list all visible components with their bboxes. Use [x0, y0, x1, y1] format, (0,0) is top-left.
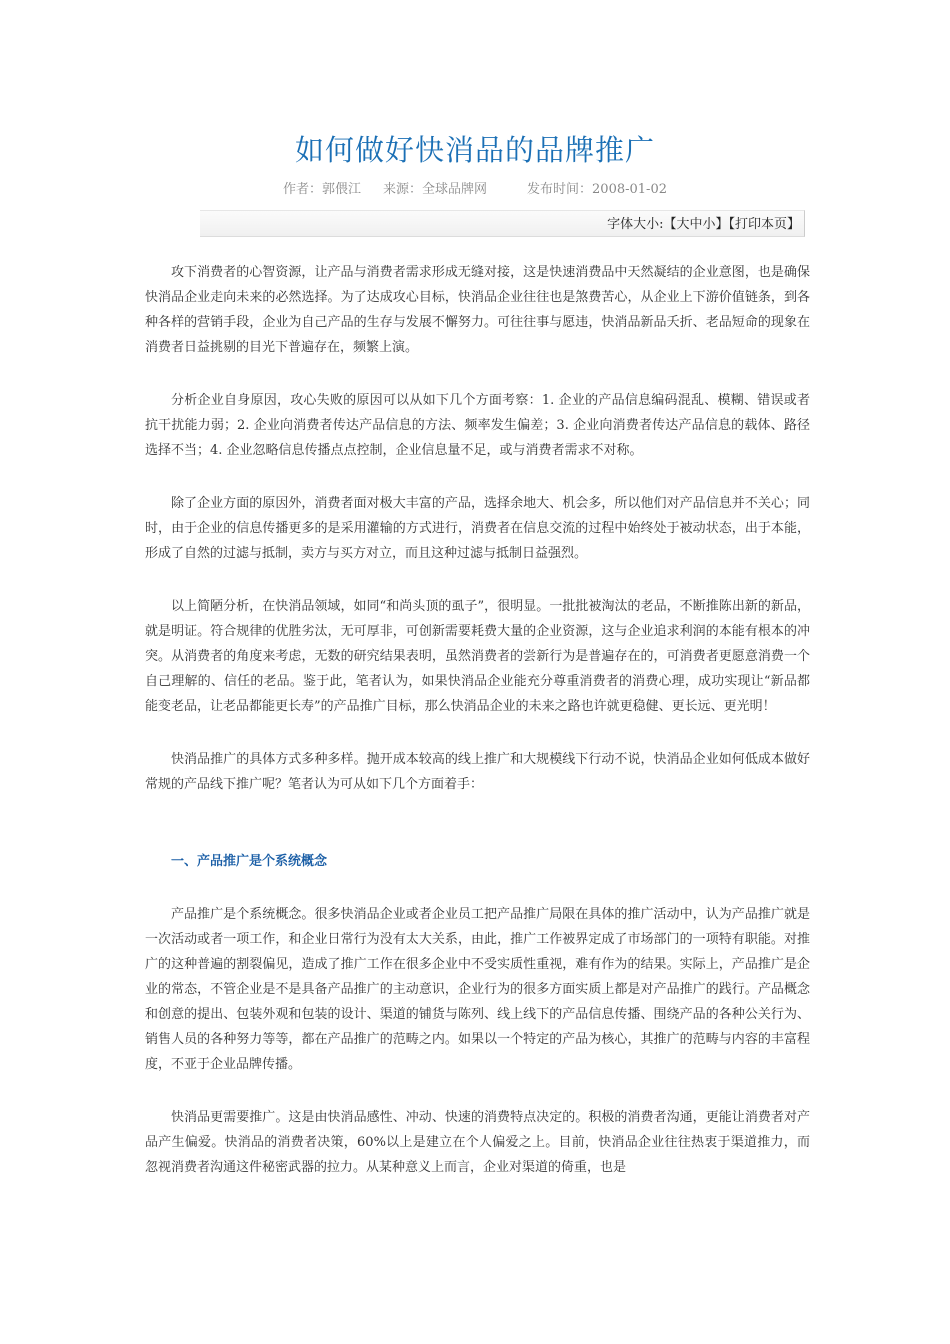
- article-date: 发布时间：2008-01-02: [527, 182, 667, 197]
- article-paragraph: 除了企业方面的原因外，消费者面对极大丰富的产品，选择余地大、机会多，所以他们对产品信息并不关心；同时，由于企业的信息传播更多的是采用灌输的方式进行，消费者在信息交流的过程中始终处于被动状态，出于本能，形成了自然的过滤与抵制，卖方与买方对立，而且这种过滤与抵制日益强烈。: [145, 496, 810, 561]
- article-paragraph: 攻下消费者的心智资源，让产品与消费者需求形成无缝对接，这是快速消费品中天然凝结的企业意图，也是确保快消品企业走向未来的必然选择。为了达成攻心目标，快消品企业往往也是煞费苦心，从企业上下游价值链条，到各种各样的营销手段，企业为自己产品的生存与发展不懈努力。可往往事与愿违，快消品新品夭折、老品短命的现象在消费者日益挑剔的目光下普遍存在，频繁上演。: [145, 265, 810, 355]
- print-page-link[interactable]: 【打印本页】: [728, 217, 800, 232]
- article-paragraph: 快消品推广的具体方式多种多样。抛开成本较高的线上推广和大规模线下行动不说，快消品企业如何低成本做好常规的产品线下推广呢？笔者认为可从如下几个方面着手：: [145, 752, 810, 792]
- article-paragraph: 以上简陋分析，在快消品领域，如同“和尚头顶的虱子”，很明显。一批批被淘汰的老品，不断推陈出新的新品，就是明证。符合规律的优胜劣汰，无可厚非，可创新需要耗费大量的企业资源，这与企业追求利润的本能有根本的冲突。从消费者的角度来考虑，无数的研究结果表明，虽然消费者的尝新行为是普遍存在的，可消费者更愿意消费一个自己理解的、信任的老品。鉴于此，笔者认为，如果快消品企业能充分尊重消费者的消费心理，成功实现让“新品都能变老品，让老品都能更长寿”的产品推广目标，那么快消品企业的未来之路也许就更稳健、更长远、更光明！: [145, 599, 810, 714]
- article-paragraph: 产品推广是个系统概念。很多快消品企业或者企业员工把产品推广局限在具体的推广活动中，认为产品推广就是一次活动或者一项工作，和企业日常行为没有太大关系，由此，推广工作被界定成了市场部门的一项特有职能。对推广的这种普遍的割裂偏见，造成了推广工作在很多企业中不受实质性重视，难有作为的结果。实际上，产品推广是企业的常态，不管企业是不是具备产品推广的主动意识，企业行为的很多方面实质上都是对产品推广的践行。产品概念和创意的提出、包装外观和包装的设计、渠道的铺货与陈列、线上线下的产品信息传播、围绕产品的各种公关行为、销售人员的各种努力等等，都在产品推广的范畴之内。如果以一个特定的产品为核心，其推广的范畴与内容的丰富程度，不亚于企业品牌传播。: [145, 907, 810, 1072]
- section-heading: 一、产品推广是个系统概念: [171, 854, 328, 869]
- article-toolbar: [200, 210, 805, 237]
- article-paragraph: 快消品更需要推广。这是由快消品感性、冲动、快速的消费特点决定的。积极的消费者沟通，更能让消费者对产品产生偏爱。快消品的消费者决策，60%以上是建立在个人偏爱之上。目前，快消品企业往往热衷于渠道推力，而忽视消费者沟通这件秘密武器的拉力。从某种意义上而言，企业对渠道的倚重，也是: [145, 1110, 810, 1175]
- article-title: 如何做好快消品的品牌推广: [294, 133, 655, 167]
- article-meta: [0, 178, 950, 197]
- article-source: 来源：全球品牌网: [383, 182, 488, 197]
- article-paragraph: 分析企业自身原因，攻心失败的原因可以从如下几个方面考察：1. 企业的产品信息编码混乱、模糊、错误或者抗干扰能力弱；2. 企业向消费者传达产品信息的方法、频率发生偏差；3. 企业向消费者传达产品信息的载体、路径选择不当；4. 企业忽略信息传播点点控制，企业信息量不足，或与消费者需求不对称。: [145, 393, 810, 458]
- article-author: 作者：郭偎江: [283, 182, 362, 197]
- article-body: [145, 260, 810, 1180]
- font-size-label: 字体大小:: [607, 217, 664, 232]
- font-size-options[interactable]: 【大中小】: [663, 217, 729, 232]
